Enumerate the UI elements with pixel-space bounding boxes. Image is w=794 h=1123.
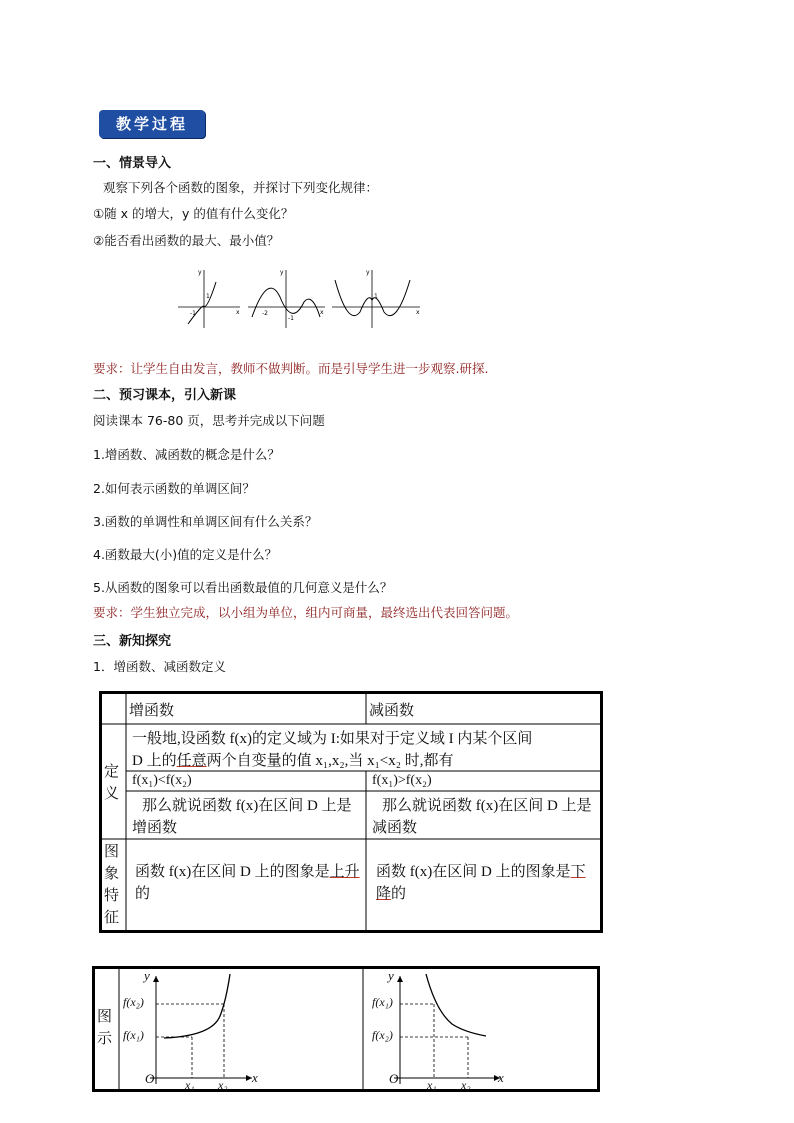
mini-neg2-2: -2 (262, 310, 268, 317)
left-x-label: x (252, 1070, 258, 1085)
conclusion-increasing: 那么就说函数 f(x)在区间 D 上是增函数 (132, 798, 352, 836)
right-fx1-label: f(x₁) (372, 995, 393, 1009)
graph-feature-decreasing: 函数 f(x)在区间 D 上的图象是下降的 (376, 864, 586, 902)
row-label-definition: 定 义 (104, 764, 120, 802)
function-graphs (170, 262, 430, 332)
right-origin-label: O (389, 1071, 399, 1086)
section1-title: 一、情景导入 (93, 156, 172, 171)
keyword-falling: 下降 (376, 864, 586, 902)
mini-y-1: y (198, 269, 202, 276)
question-item-3: 3.函数的单调性和单调区间有什么关系？ (93, 514, 318, 529)
keyword-any: 任意 (176, 753, 207, 769)
section-badge: 教学过程 (99, 110, 205, 138)
question-2: ②能否看出函数的最大、最小值？ (93, 233, 280, 248)
left-x1-label: x₁ (185, 1078, 195, 1092)
keyword-rising: 上升 (329, 864, 360, 880)
header-increasing: 增函数 (129, 703, 175, 719)
mini-neg1-2: -1 (288, 315, 294, 322)
section2-intro: 阅读课本 76-80 页，思考并完成以下问题 (93, 413, 325, 428)
right-fx2-label: f(x₂) (372, 1028, 393, 1042)
header-decreasing: 减函数 (369, 703, 415, 719)
left-x2-label: x₂ (218, 1078, 228, 1092)
right-x-label: x (498, 1070, 504, 1085)
increasing-graph (150, 974, 252, 1084)
left-y-label: y (144, 968, 150, 983)
question-item-2: 2.如何表示函数的单调区间？ (93, 481, 255, 496)
right-x2-label: x₂ (461, 1078, 471, 1092)
graph-feature-increasing: 函数 f(x)在区间 D 上的图象是上升的 (135, 864, 360, 902)
question-item-1: 1.增函数、减函数的概念是什么？ (93, 447, 280, 462)
mini-x-3: x (416, 309, 420, 316)
right-y-label: y (388, 968, 394, 983)
section2-title: 二、预习课本，引入新课 (93, 388, 237, 403)
mini-x-2: x (320, 309, 324, 316)
definition-line-2: D 上的任意两个自变量的值 x₁,x₂,当 x₁<x₂ 时,都有 (132, 753, 454, 769)
requirement-2: 要求：学生独立完成，以小组为单位，组内可商量，最终选出代表回答问题。 (93, 605, 519, 620)
mini-neg1-1: -1 (190, 310, 196, 317)
definition-line-1: 一般地,设函数 f(x)的定义域为 I:如果对于定义域 I 内某个区间 (132, 731, 533, 747)
mini-y-2: y (280, 269, 284, 276)
mini-y-3: y (366, 269, 370, 276)
decreasing-graph (394, 974, 500, 1084)
left-fx2-label: f(x₂) (123, 995, 144, 1009)
mini-x-1: x (236, 309, 240, 316)
requirement-1: 要求：让学生自由发言，教师不做判断。而是引导学生进一步观察.研探. (93, 361, 489, 376)
left-fx1-label: f(x₁) (123, 1028, 144, 1042)
question-item-5: 5.从函数的图象可以看出函数最值的几何意义是什么？ (93, 580, 393, 595)
conclusion-decreasing: 那么就说函数 f(x)在区间 D 上是减函数 (372, 798, 592, 836)
question-1: ①随 x 的增大，y 的值有什么变化？ (93, 206, 294, 221)
row-label-graph-feature: 图 象 特 征 (104, 844, 120, 926)
row-label-diagram: 图 示 (97, 1009, 113, 1047)
section3-title: 三、新知探究 (93, 634, 172, 649)
definition-table (99, 691, 603, 933)
left-origin-label: O (145, 1071, 155, 1086)
question-item-4: 4.函数最大(小)值的定义是什么？ (93, 547, 278, 562)
right-x1-label: x₁ (427, 1078, 437, 1092)
condition-decreasing: f(x₁)>f(x₂) (372, 773, 432, 788)
condition-increasing: f(x₁)<f(x₂) (132, 773, 192, 788)
section1-intro: 观察下列各个函数的图象，并探讨下列变化规律： (103, 180, 379, 195)
diagram-table (92, 966, 600, 1092)
mini-one-3: 1 (374, 293, 378, 300)
mini-one-1: 1 (206, 293, 210, 300)
section3-sub: 1．增函数、减函数定义 (93, 659, 226, 674)
